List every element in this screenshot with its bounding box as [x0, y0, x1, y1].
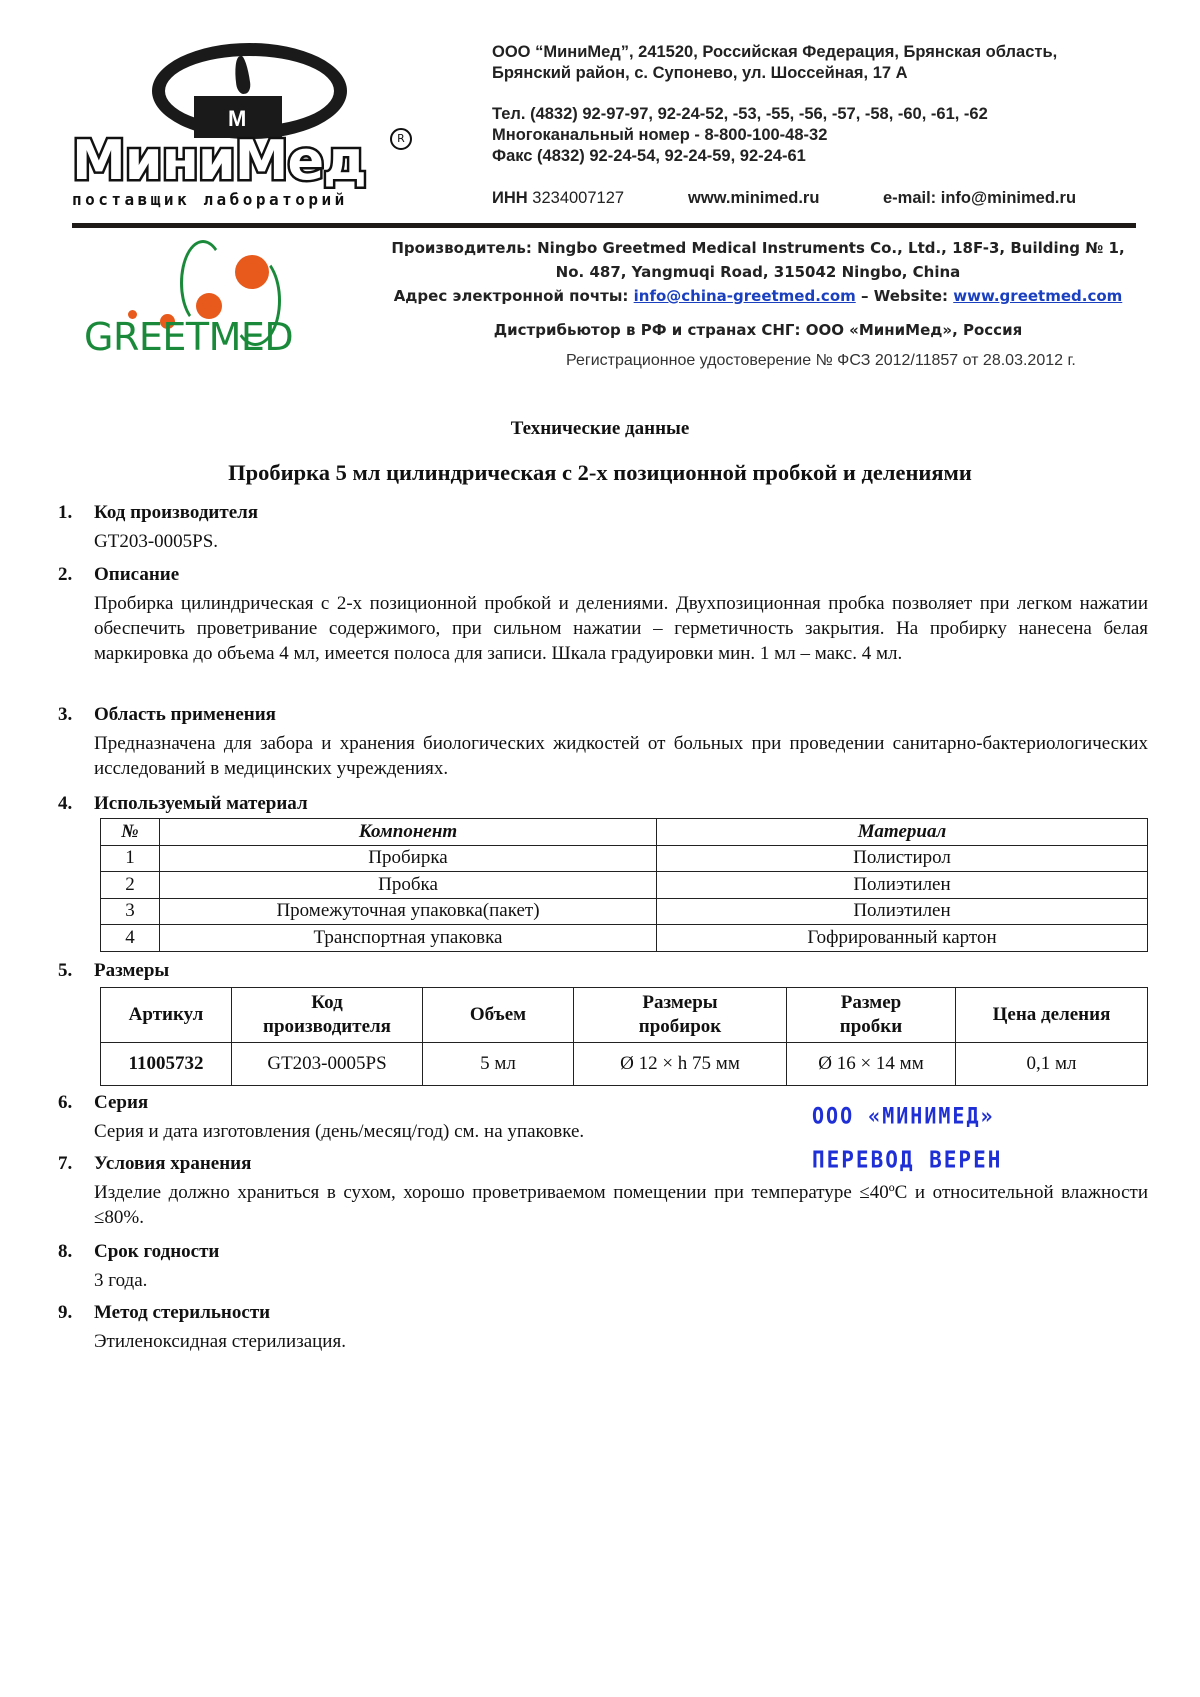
- registration-certificate: Регистрационное удостоверение № ФСЗ 2012/11857 от 28.03.2012 г.: [566, 352, 1076, 369]
- column-header-tube-size: [574, 988, 787, 1043]
- section-body: 3 года.: [94, 1270, 148, 1291]
- cell-division-value: 0,1 мл: [956, 1043, 1148, 1086]
- cell-tube-size: Ø 12 × h 75 мм: [574, 1043, 787, 1086]
- section-number: 4.: [58, 793, 73, 814]
- section-heading: Серия: [94, 1092, 149, 1113]
- manufacturer-website-link[interactable]: www.greetmed.com: [953, 287, 1123, 305]
- logo-orange-dot: [235, 255, 269, 289]
- cell-component: Пробка: [160, 872, 657, 899]
- section-body: Серия и дата изготовления (день/месяц/год) см. на упаковке.: [94, 1121, 585, 1142]
- table-row: [101, 925, 1148, 952]
- cell-material: Гофрированный картон: [657, 925, 1148, 952]
- cell-number: 1: [101, 845, 160, 872]
- registered-mark-icon: R: [390, 128, 412, 150]
- company-phone: Тел. (4832) 92-97-97, 92-24-52, -53, -55, -56, -57, -58, -60, -61, -62: [492, 105, 988, 123]
- section-application: [58, 702, 1148, 781]
- section-number: 6.: [58, 1092, 73, 1113]
- inn-value: 3234007127: [532, 189, 625, 207]
- header-text: Артикул: [128, 1004, 204, 1025]
- cell-number: 4: [101, 925, 160, 952]
- column-header-manufacturer-code: [232, 988, 423, 1043]
- table-row: [101, 872, 1148, 899]
- greetmed-wordmark: GREETMED: [84, 315, 294, 359]
- company-website-link[interactable]: www.minimed.ru: [688, 189, 820, 207]
- cell-cap-size: Ø 16 × 14 мм: [787, 1043, 956, 1086]
- header-divider: [72, 223, 1136, 228]
- section-number: 3.: [58, 704, 73, 725]
- translation-stamp-line2: ПЕРЕВОД ВЕРЕН: [812, 1146, 1003, 1174]
- materials-table: [100, 818, 1148, 952]
- section-materials: [58, 791, 1148, 816]
- section-heading: Размеры: [94, 960, 170, 981]
- section-heading: Область применения: [94, 704, 276, 725]
- cell-material: Полистирол: [657, 845, 1148, 872]
- section-body: Изделие должно храниться в сухом, хорошо проветриваемом помещении при температуре ≤40ºС и относительной влажности ≤80%.: [94, 1182, 1148, 1228]
- distributor-line: Дистрибьютор в РФ и странах СНГ: ООО «МиниМед», Россия: [493, 321, 1023, 339]
- manufacturer-contacts: [388, 284, 1128, 308]
- manufacturer-line1: Производитель: Ningbo Greetmed Medical Instruments Co., Ltd., 18F-3, Building № 1,: [391, 239, 1125, 257]
- header-text: производителя: [263, 1016, 391, 1037]
- section-shelf-life: [58, 1239, 1148, 1293]
- logo-m-glyph: M: [228, 106, 247, 131]
- header-text: Размеры: [642, 992, 718, 1013]
- company-contact-block: [492, 42, 1057, 167]
- inn: [492, 189, 624, 208]
- section-body: GT203-0005PS.: [94, 531, 219, 552]
- section-manufacturer-code: [58, 500, 1148, 554]
- section-heading: Описание: [94, 564, 180, 585]
- section-sterilization: [58, 1300, 1148, 1354]
- company-fax: Факс (4832) 92-24-54, 92-24-59, 92-24-61: [492, 147, 806, 165]
- manufacturer-email-link[interactable]: info@china-greetmed.com: [633, 287, 856, 305]
- section-number: 8.: [58, 1241, 73, 1262]
- column-header-component: Компонент: [160, 819, 657, 846]
- column-header-article: [101, 988, 232, 1043]
- document-subtitle: Технические данные: [510, 418, 690, 439]
- column-header-volume: [423, 988, 574, 1043]
- header-text: Размер: [840, 992, 902, 1013]
- table-row: [101, 845, 1148, 872]
- header-text: Цена деления: [992, 1004, 1111, 1025]
- cell-manufacturer-code: GT203-0005PS: [232, 1043, 423, 1086]
- column-header-cap-size: [787, 988, 956, 1043]
- column-header-division-value: [956, 988, 1148, 1043]
- minimed-tagline: поставщик лабораторий: [72, 190, 348, 209]
- minimed-logo: [72, 38, 422, 213]
- cell-component: Транспортная упаковка: [160, 925, 657, 952]
- cell-component: Промежуточная упаковка(пакет): [160, 898, 657, 925]
- section-dimensions: [58, 958, 1148, 983]
- manufacturer-line2: No. 487, Yangmuqi Road, 315042 Ningbo, China: [555, 263, 961, 281]
- cell-component: Пробирка: [160, 845, 657, 872]
- section-series: [58, 1090, 758, 1144]
- website-label: – Website:: [855, 287, 954, 305]
- header-text: пробки: [839, 1016, 903, 1037]
- dimensions-table: [100, 987, 1148, 1086]
- section-number: 9.: [58, 1302, 73, 1323]
- greetmed-logo: [80, 235, 340, 365]
- section-heading: Условия хранения: [94, 1153, 252, 1174]
- table-row: [101, 1043, 1148, 1086]
- translation-stamp-line1: ООО «МИНИМЕД»: [812, 1102, 995, 1130]
- cell-number: 2: [101, 872, 160, 899]
- section-heading: Метод стерильности: [94, 1302, 271, 1323]
- header-text: Объем: [469, 1004, 527, 1025]
- section-number: 7.: [58, 1153, 73, 1174]
- table-header-row: [101, 988, 1148, 1043]
- minimed-wordmark: МиниМед: [72, 129, 366, 192]
- manufacturer-block: [388, 236, 1128, 342]
- cell-number: 3: [101, 898, 160, 925]
- inn-label: ИНН: [492, 189, 528, 207]
- cell-article: 11005732: [101, 1043, 232, 1086]
- section-heading: Срок годности: [94, 1241, 220, 1262]
- cell-volume: 5 мл: [423, 1043, 574, 1086]
- column-header-material: Материал: [657, 819, 1148, 846]
- cell-material: Полиэтилен: [657, 898, 1148, 925]
- section-heading: Код производителя: [94, 502, 259, 523]
- header-text: пробирок: [638, 1016, 722, 1037]
- section-number: 2.: [58, 564, 73, 585]
- document-title: Пробирка 5 мл цилиндрическая с 2-х позиционной пробкой и делениями: [228, 460, 972, 485]
- section-heading: Используемый материал: [94, 793, 308, 814]
- section-number: 1.: [58, 502, 73, 523]
- email-label: Адрес электронной почты:: [393, 287, 634, 305]
- section-number: 5.: [58, 960, 73, 981]
- section-body: Предназначена для забора и хранения биологических жидкостей от больных при проведении санитарно-бактериологических исследований в медицинских учреждениях.: [94, 733, 1148, 779]
- column-header-number: №: [101, 819, 160, 846]
- company-address-line2: Брянский район, с. Супонево, ул. Шоссейная, 17 А: [492, 64, 908, 82]
- table-row: [101, 898, 1148, 925]
- section-body: Этиленоксидная стерилизация.: [94, 1331, 346, 1352]
- section-description: [58, 562, 1148, 666]
- company-address-line1: ООО “МиниМед”, 241520, Российская Федерация, Брянская область,: [492, 43, 1058, 61]
- company-multichannel-phone: Многоканальный номер - 8-800-100-48-32: [492, 126, 828, 144]
- section-body: Пробирка цилиндрическая с 2-х позиционной пробкой и делениями. Двухпозиционная пробка позволяет при легком нажатии обеспечить проветривание содержимого, при сильном нажатии – герметичность закрытия. На пробирку нанесена белая маркировка до объема 4 мл, имеется полоса для записи. Шкала градуировки мин. 1 мл – макс. 4 мл.: [94, 593, 1148, 664]
- table-header-row: [101, 819, 1148, 846]
- header-text: Код: [311, 992, 343, 1013]
- cell-material: Полиэтилен: [657, 872, 1148, 899]
- company-email-link[interactable]: e-mail: info@minimed.ru: [883, 189, 1077, 207]
